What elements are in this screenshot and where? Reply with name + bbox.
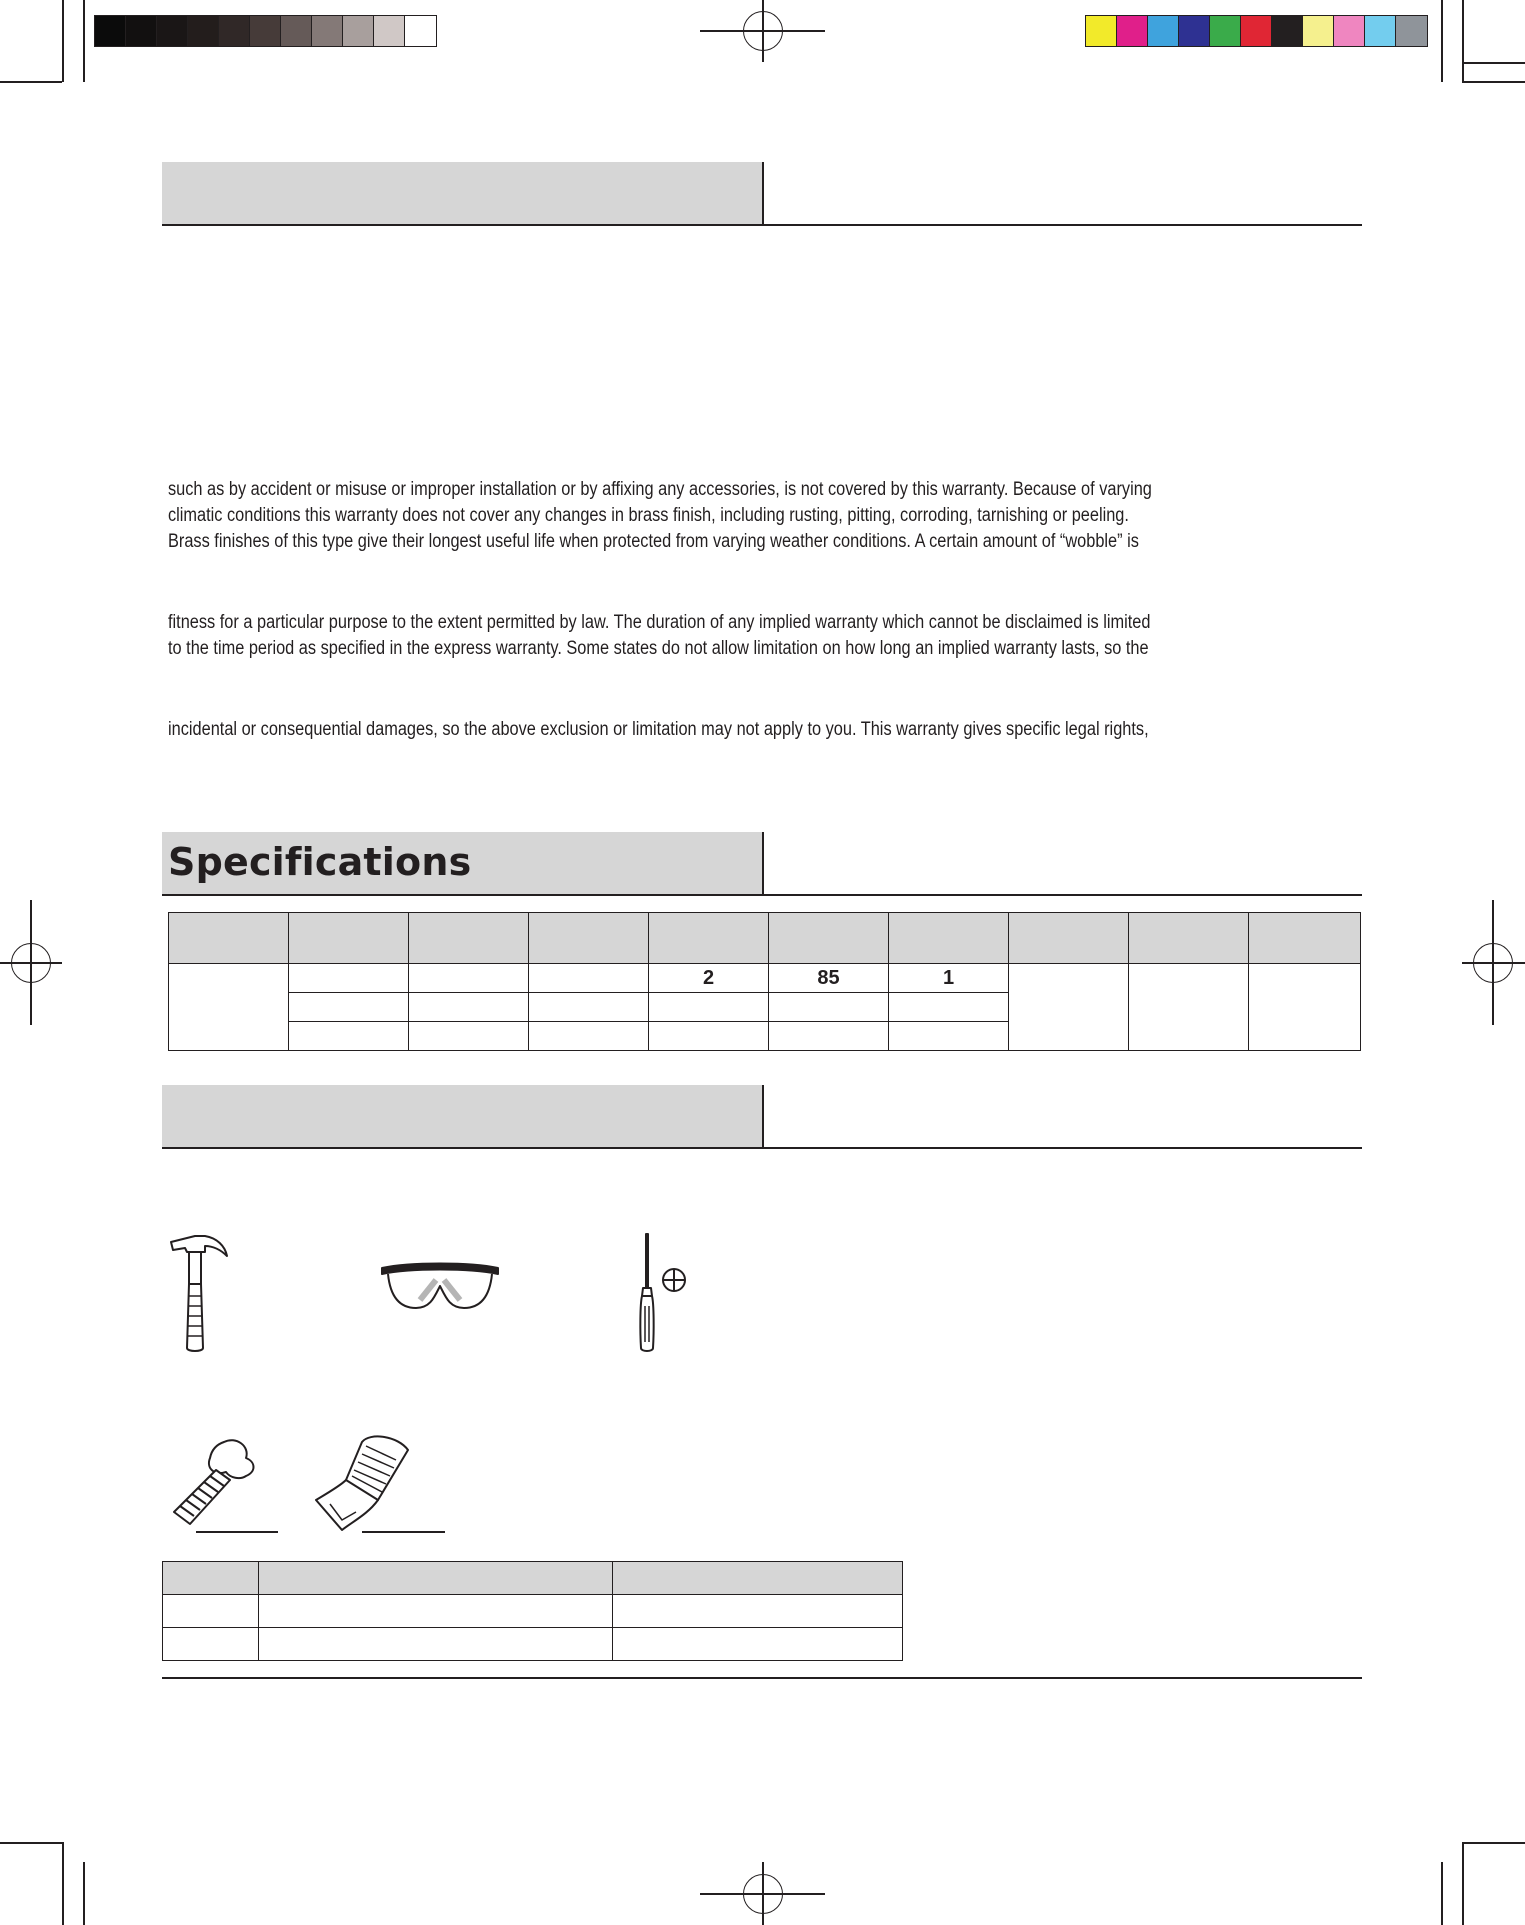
table-cell: 1 <box>889 964 1009 993</box>
hardware-label-rule <box>196 1531 278 1533</box>
crop-mark <box>0 1842 62 1844</box>
table-row <box>163 1595 903 1628</box>
warranty-text-line: to the time period as specified in the express warranty. Some states do not allow limitation on how long an implied warranty lasts, so the <box>168 638 1149 659</box>
registration-circle <box>743 11 783 51</box>
registration-circle <box>1473 943 1513 983</box>
color-swatch <box>343 16 374 46</box>
crop-mark <box>0 81 62 83</box>
registration-circle <box>743 1874 783 1914</box>
color-swatch <box>126 16 157 46</box>
table-row <box>169 964 1361 993</box>
wire-nut-icon <box>312 1430 414 1534</box>
warranty-text-line: climatic conditions this warranty does not cover any changes in brass finish, including rusting, pitting, corroding, tarnishing or peeling. <box>168 505 1129 526</box>
specifications-title: Specifications <box>168 840 472 884</box>
hammer-icon <box>165 1232 230 1354</box>
table-header-row <box>163 1562 903 1595</box>
warranty-text-line: fitness for a particular purpose to the extent permitted by law. The duration of any implied warranty which cannot be disclaimed is limited <box>168 612 1151 633</box>
color-swatch <box>1396 16 1427 46</box>
phillips-screwdriver-icon <box>632 1232 692 1356</box>
warranty-text-line: Brass finishes of this type give their longest useful life when protected from varying weather conditions. A certain amount of “wobble” is <box>168 531 1139 552</box>
color-swatch <box>1334 16 1365 46</box>
color-swatch <box>1086 16 1117 46</box>
color-swatch <box>1272 16 1303 46</box>
color-swatch <box>1210 16 1241 46</box>
crop-mark <box>1441 0 1443 82</box>
gray-color-bar <box>94 15 437 47</box>
registration-circle <box>11 943 51 983</box>
crop-mark <box>83 0 85 82</box>
warranty-section-header <box>162 162 1362 226</box>
crop-mark <box>83 1862 85 1925</box>
color-swatch <box>1365 16 1396 46</box>
hardware-table <box>162 1561 903 1661</box>
safety-glasses-icon <box>380 1260 500 1314</box>
color-swatch <box>95 16 126 46</box>
warranty-text-line: such as by accident or misuse or improper installation or by affixing any accessories, is not covered by this warranty. Because of varying <box>168 479 1152 500</box>
crop-mark <box>62 1842 64 1925</box>
color-swatch <box>250 16 281 46</box>
table-cell: 85 <box>769 964 889 993</box>
color-swatch <box>157 16 188 46</box>
table-row <box>163 1628 903 1661</box>
crop-mark <box>1462 0 1464 82</box>
color-swatch <box>1179 16 1210 46</box>
color-swatch <box>219 16 250 46</box>
specifications-table <box>168 912 1361 1051</box>
color-swatch <box>1303 16 1334 46</box>
screw-icon <box>170 1432 266 1532</box>
crop-mark <box>1462 81 1525 83</box>
color-swatch <box>312 16 343 46</box>
color-swatch <box>1148 16 1179 46</box>
color-swatch <box>188 16 219 46</box>
crop-mark <box>1462 1842 1464 1925</box>
color-swatch <box>405 16 436 46</box>
tools-section-header <box>162 1085 1362 1149</box>
color-swatch <box>281 16 312 46</box>
color-swatch <box>1117 16 1148 46</box>
process-color-bar <box>1085 15 1428 47</box>
crop-mark <box>1441 1862 1443 1925</box>
table-header-row <box>169 913 1361 964</box>
color-swatch <box>374 16 405 46</box>
hardware-label-rule <box>362 1531 445 1533</box>
crop-mark <box>1462 1842 1525 1844</box>
crop-mark <box>1462 62 1525 64</box>
color-swatch <box>1241 16 1272 46</box>
crop-mark <box>62 0 64 82</box>
section-bottom-rule <box>162 1677 1362 1679</box>
specifications-section-header <box>162 832 1362 896</box>
table-cell: 2 <box>649 964 769 993</box>
warranty-text-line: incidental or consequential damages, so the above exclusion or limitation may not apply to you. This warranty gives specific legal rights, <box>168 719 1149 740</box>
